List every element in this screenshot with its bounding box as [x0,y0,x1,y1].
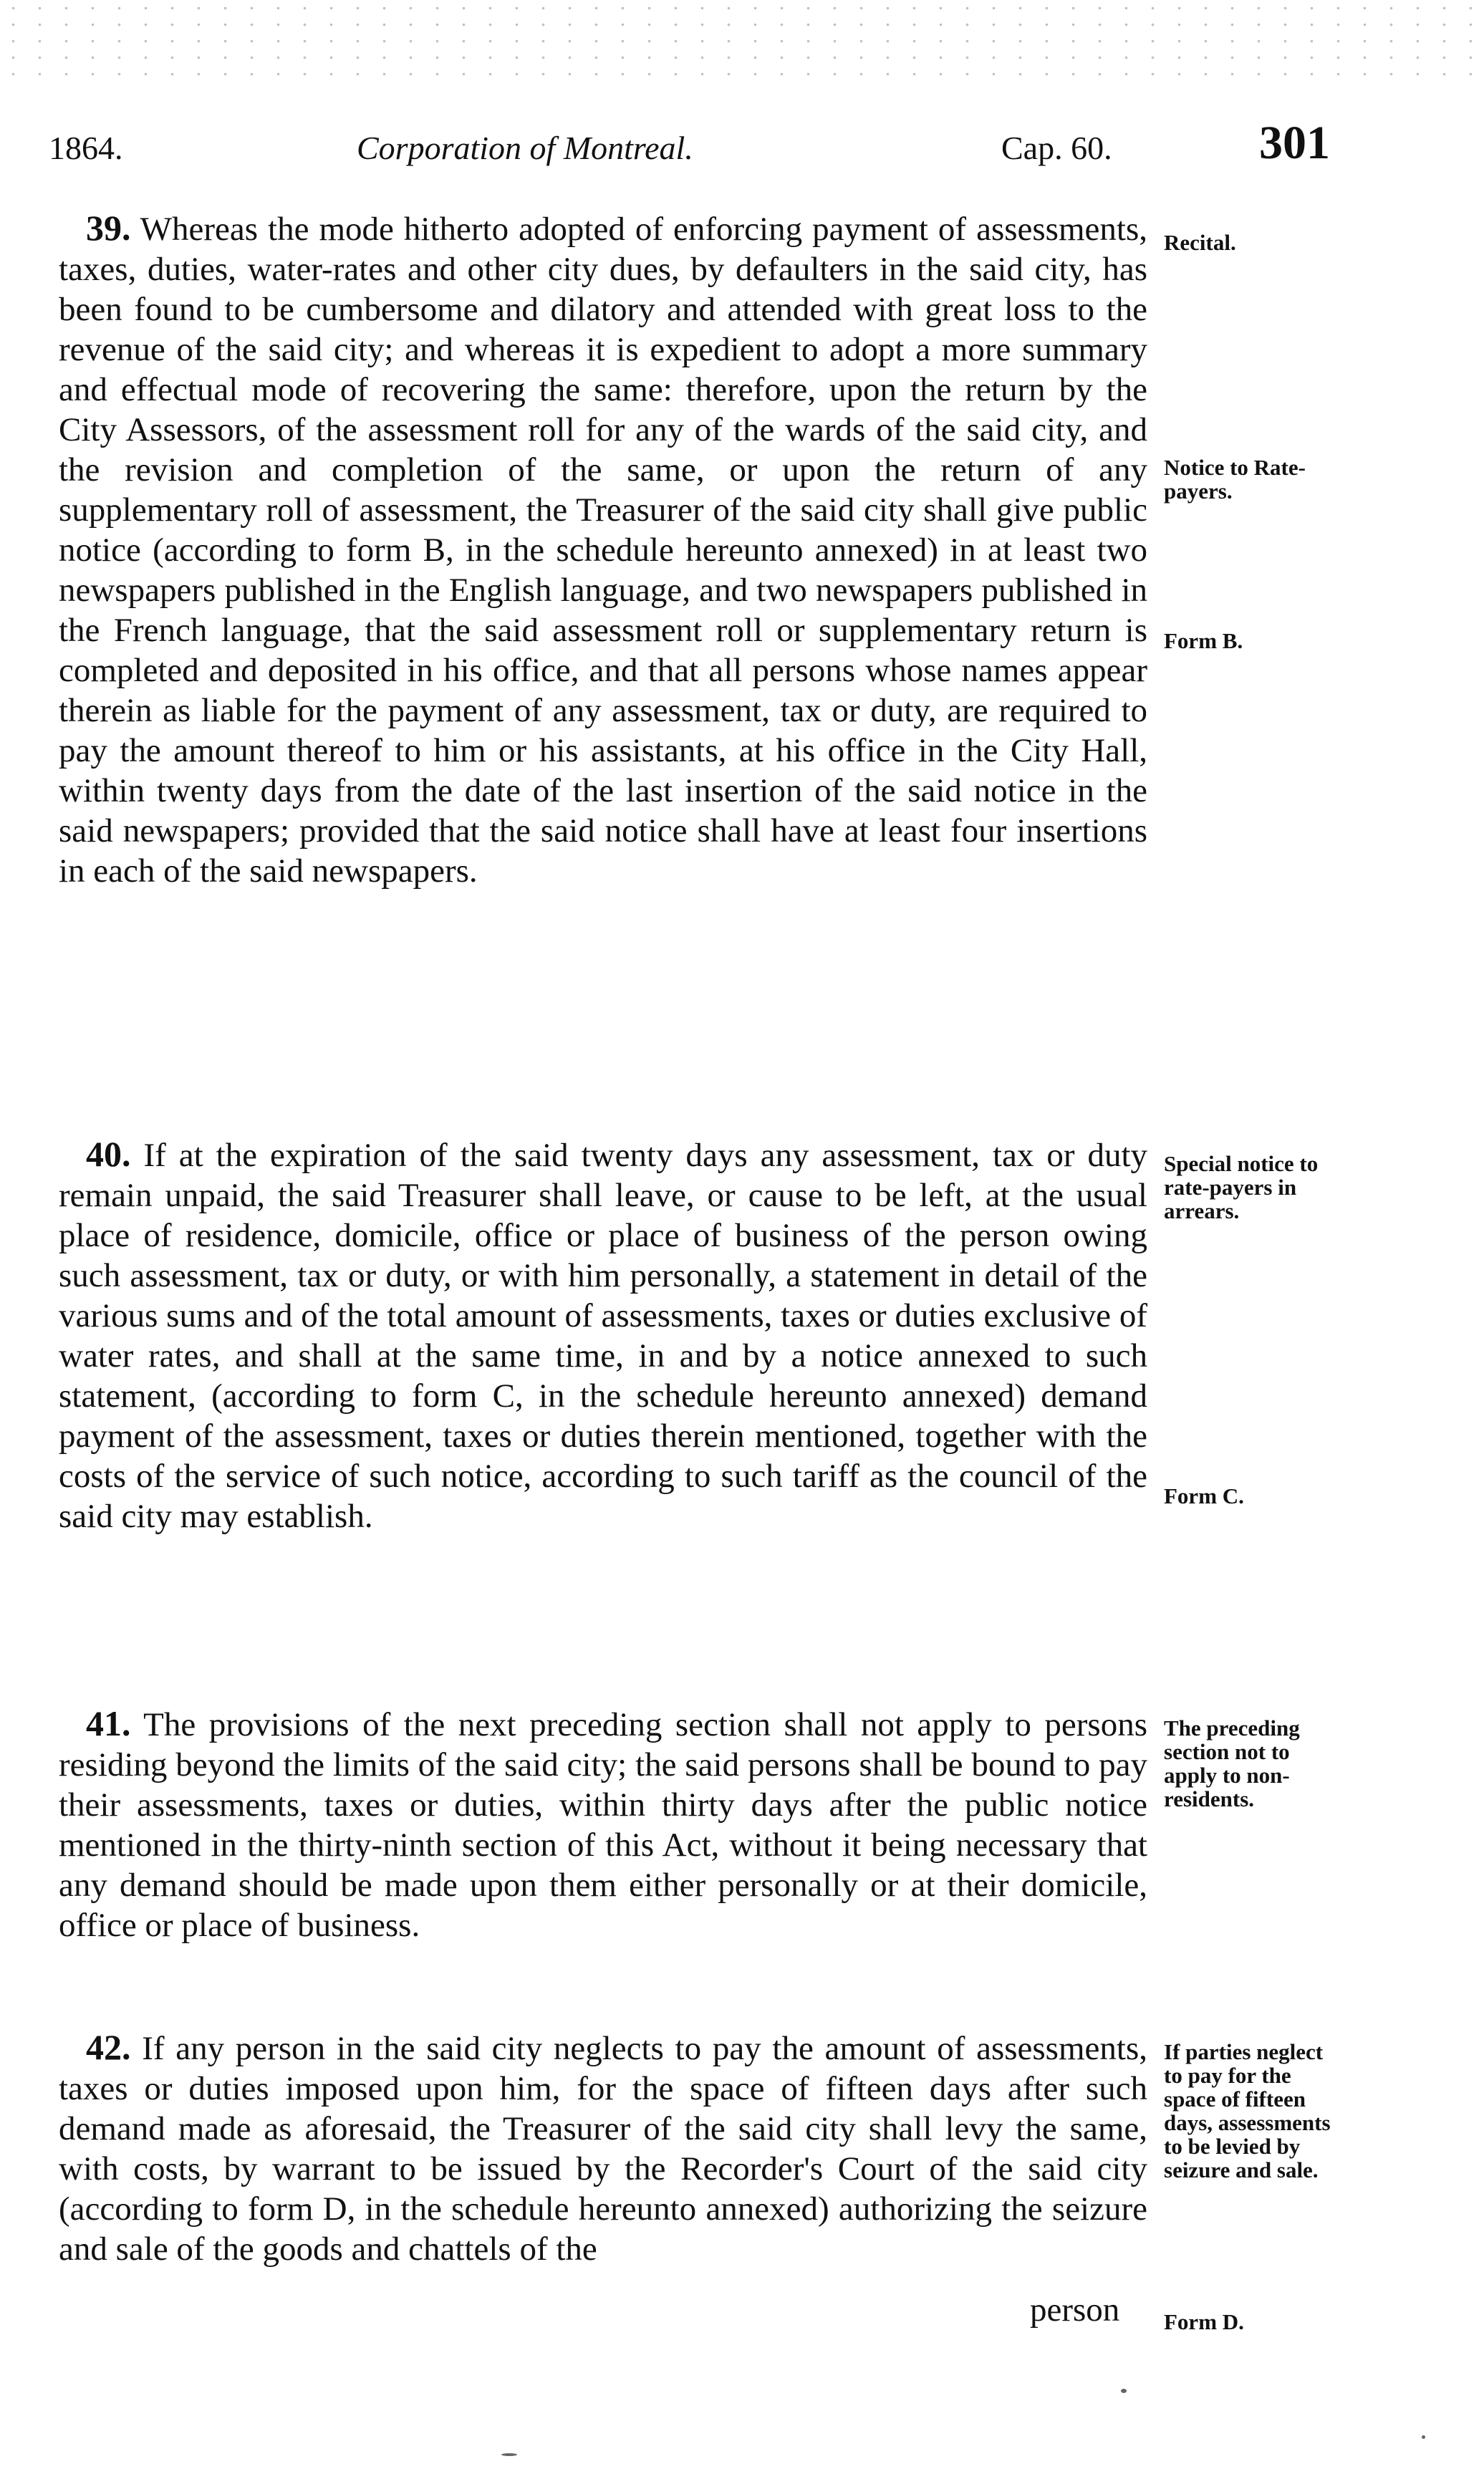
section-paragraph [59,2027,1147,2269]
section-paragraph [59,208,1147,891]
page-number: 301 [1259,117,1330,169]
scan-noise [0,0,1484,79]
scan-speck [1422,2435,1425,2439]
section-text: If any person in the said city neglects to pay the amount of assessments, taxes or duties imposed upon him, for the space of fifteen days after such demand made as aforesaid, the Treasurer of the said city shall levy the same, with costs, by warrant to be issued by the Recorder's Court of the said city (according to form D, in the schedule hereunto annexed) authorizing the seizure and sale of the goods and chattels of the [59,2030,1147,2268]
section-40 [59,1134,1147,1536]
scan-speck [501,2453,517,2456]
section-number: 41. [86,1703,131,1743]
running-header [49,107,1410,193]
section-39 [59,208,1147,891]
margin-note: Form B. [1164,628,1243,653]
margin-note: Form C. [1164,1483,1244,1508]
margin-note: Recital. [1164,230,1236,255]
scan-speck [1121,2389,1127,2393]
section-text: The provisions of the next preceding section shall not apply to persons residing beyond the limits of the said city; the said persons shall be bound to pay their assessments, taxes or duties, within thirty days after the public notice mentioned in the thirty-ninth section of this Act, without it being necessary that any demand should be made upon them either personally or at their domicile, office or place of business. [59,1706,1147,1944]
section-number: 40. [86,1134,131,1174]
section-paragraph [59,1134,1147,1536]
margin-note: Notice to Rate-payers. [1164,455,1306,504]
margin-note: The preceding section not to apply to non-residents. [1164,1715,1300,1811]
section-42 [59,2027,1147,2269]
margin-note: Special notice to rate-payers in arrears. [1164,1151,1319,1223]
margin-note: If parties neglect to pay for the space of fifteen days, assessments to be levied by seizure and sale. [1164,2039,1331,2182]
section-text: If at the expiration of the said twenty days any assessment, tax or duty remain unpaid, the said Treasurer shall leave, or cause to be left, at the usual place of residence, domicile, office or place of business of the person owing such assessment, tax or duty, or with him personally, a statement in detail of the various sums and of the total amount of assessments, taxes or duties exclusive of water rates, and shall at the same time, in and by a notice annexed to such statement, (according to form C, in the schedule hereunto annexed) demand payment of the assessment, taxes or duties therein mentioned, together with the costs of the service of such notice, according to such tariff as the council of the said city may establish. [59,1137,1148,1535]
header-chapter: Cap. 60. [1001,130,1112,166]
section-paragraph [59,1703,1147,1945]
section-number: 39. [86,208,131,248]
header-title: Corporation of Montreal. [357,130,693,166]
header-year: 1864. [49,130,123,166]
catchword: person [1030,2291,1120,2329]
margin-note: Form D. [1164,2309,1244,2334]
section-number: 42. [86,2027,131,2067]
section-41 [59,1703,1147,1945]
section-text: Whereas the mode hitherto adopted of enforcing payment of assessments, taxes, duties, water-rates and other city dues, by defaulters in the said city, has been found to be cumbersome and dilatory and attended with great loss to the revenue of the said city; and whereas it is expedient to adopt a more summary and effectual mode of recovering the same: therefore, upon the return by the City Assessors, of the assessment roll for any of the wards of the said city, and the revision and completion of the same, or upon the return of any supplementary roll of assessment, the Treasurer of the said city shall give public notice (according to form B, in the schedule hereunto annexed) in at least two newspapers published in the English language, and two newspapers published in the French language, that the said assessment roll or supplementary return is completed and deposited in his office, and that all persons whose names appear therein as liable for the payment of any assessment, tax or duty, are required to pay the amount thereof to him or his assistants, at his office in the City Hall, within twenty days from the date of the last insertion of the said notice in the said newspapers; provided that the said notice shall have at least four insertions in each of the said newspapers. [59,211,1147,890]
